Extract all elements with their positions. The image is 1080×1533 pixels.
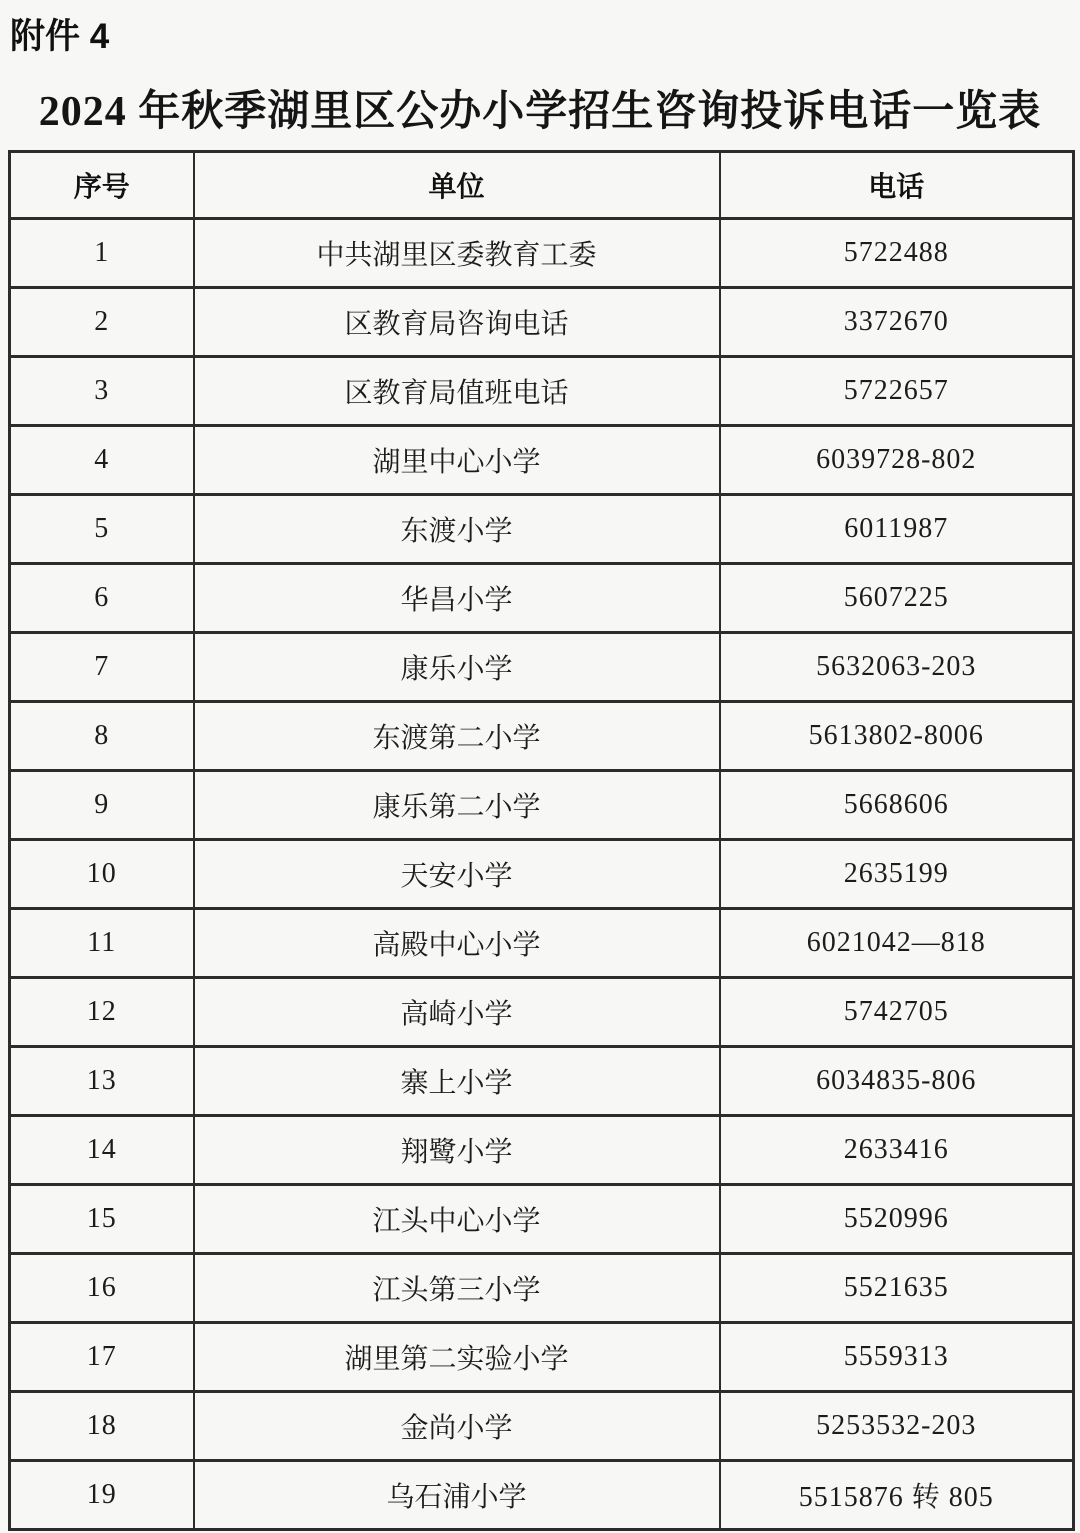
cell-no: 4 bbox=[10, 425, 194, 494]
cell-no: 13 bbox=[10, 1046, 194, 1115]
table-row bbox=[10, 701, 1074, 770]
cell-unit: 天安小学 bbox=[194, 839, 720, 908]
table-body bbox=[10, 218, 1074, 1529]
cell-unit: 东渡小学 bbox=[194, 494, 720, 563]
cell-unit: 江头第三小学 bbox=[194, 1253, 720, 1322]
table-row bbox=[10, 1184, 1074, 1253]
cell-unit: 翔鹭小学 bbox=[194, 1115, 720, 1184]
cell-phone: 6011987 bbox=[720, 494, 1074, 563]
table-row bbox=[10, 494, 1074, 563]
cell-phone: 5520996 bbox=[720, 1184, 1074, 1253]
table-header-row bbox=[10, 151, 1074, 218]
column-header-phone: 电话 bbox=[720, 151, 1074, 218]
table-row bbox=[10, 977, 1074, 1046]
cell-unit: 华昌小学 bbox=[194, 563, 720, 632]
table-row bbox=[10, 1253, 1074, 1322]
cell-phone: 6021042—818 bbox=[720, 908, 1074, 977]
cell-no: 1 bbox=[10, 218, 194, 287]
cell-no: 7 bbox=[10, 632, 194, 701]
cell-no: 14 bbox=[10, 1115, 194, 1184]
table-row bbox=[10, 1391, 1074, 1460]
table-row bbox=[10, 1115, 1074, 1184]
cell-no: 18 bbox=[10, 1391, 194, 1460]
cell-no: 15 bbox=[10, 1184, 194, 1253]
cell-unit: 区教育局值班电话 bbox=[194, 356, 720, 425]
cell-phone: 6034835-806 bbox=[720, 1046, 1074, 1115]
table-row bbox=[10, 287, 1074, 356]
cell-phone: 5515876 转 805 bbox=[720, 1460, 1074, 1529]
cell-no: 2 bbox=[10, 287, 194, 356]
attachment-label: 附件 4 bbox=[10, 17, 110, 56]
cell-no: 3 bbox=[10, 356, 194, 425]
cell-phone: 6039728-802 bbox=[720, 425, 1074, 494]
table-row bbox=[10, 1046, 1074, 1115]
cell-unit: 高崎小学 bbox=[194, 977, 720, 1046]
table-row bbox=[10, 1460, 1074, 1529]
cell-unit: 高殿中心小学 bbox=[194, 908, 720, 977]
cell-no: 8 bbox=[10, 701, 194, 770]
cell-phone: 5613802-8006 bbox=[720, 701, 1074, 770]
cell-no: 17 bbox=[10, 1322, 194, 1391]
cell-unit: 乌石浦小学 bbox=[194, 1460, 720, 1529]
table-row bbox=[10, 770, 1074, 839]
column-header-no: 序号 bbox=[10, 151, 194, 218]
table-row bbox=[10, 563, 1074, 632]
cell-phone: 5722657 bbox=[720, 356, 1074, 425]
table-row bbox=[10, 908, 1074, 977]
cell-unit: 金尚小学 bbox=[194, 1391, 720, 1460]
table-row bbox=[10, 839, 1074, 908]
page-title: 2024 年秋季湖里区公办小学招生咨询投诉电话一览表 bbox=[38, 88, 1042, 135]
cell-no: 10 bbox=[10, 839, 194, 908]
table-row bbox=[10, 218, 1074, 287]
cell-no: 11 bbox=[10, 908, 194, 977]
cell-no: 19 bbox=[10, 1460, 194, 1529]
cell-no: 5 bbox=[10, 494, 194, 563]
table-row bbox=[10, 425, 1074, 494]
cell-no: 12 bbox=[10, 977, 194, 1046]
cell-phone: 5521635 bbox=[720, 1253, 1074, 1322]
cell-phone: 5607225 bbox=[720, 563, 1074, 632]
table-row bbox=[10, 632, 1074, 701]
cell-unit: 康乐第二小学 bbox=[194, 770, 720, 839]
cell-phone: 5742705 bbox=[720, 977, 1074, 1046]
cell-unit: 湖里中心小学 bbox=[194, 425, 720, 494]
cell-phone: 3372670 bbox=[720, 287, 1074, 356]
cell-phone: 2635199 bbox=[720, 839, 1074, 908]
cell-phone: 2633416 bbox=[720, 1115, 1074, 1184]
table-row bbox=[10, 1322, 1074, 1391]
cell-phone: 5632063-203 bbox=[720, 632, 1074, 701]
cell-unit: 区教育局咨询电话 bbox=[194, 287, 720, 356]
cell-phone: 5559313 bbox=[720, 1322, 1074, 1391]
cell-unit: 康乐小学 bbox=[194, 632, 720, 701]
cell-phone: 5722488 bbox=[720, 218, 1074, 287]
cell-unit: 东渡第二小学 bbox=[194, 701, 720, 770]
cell-unit: 湖里第二实验小学 bbox=[194, 1322, 720, 1391]
cell-no: 6 bbox=[10, 563, 194, 632]
cell-unit: 寨上小学 bbox=[194, 1046, 720, 1115]
cell-no: 9 bbox=[10, 770, 194, 839]
cell-unit: 江头中心小学 bbox=[194, 1184, 720, 1253]
cell-unit: 中共湖里区委教育工委 bbox=[194, 218, 720, 287]
cell-phone: 5668606 bbox=[720, 770, 1074, 839]
cell-no: 16 bbox=[10, 1253, 194, 1322]
table-row bbox=[10, 356, 1074, 425]
column-header-unit: 单位 bbox=[194, 151, 720, 218]
phone-table bbox=[8, 150, 1075, 1531]
cell-phone: 5253532-203 bbox=[720, 1391, 1074, 1460]
